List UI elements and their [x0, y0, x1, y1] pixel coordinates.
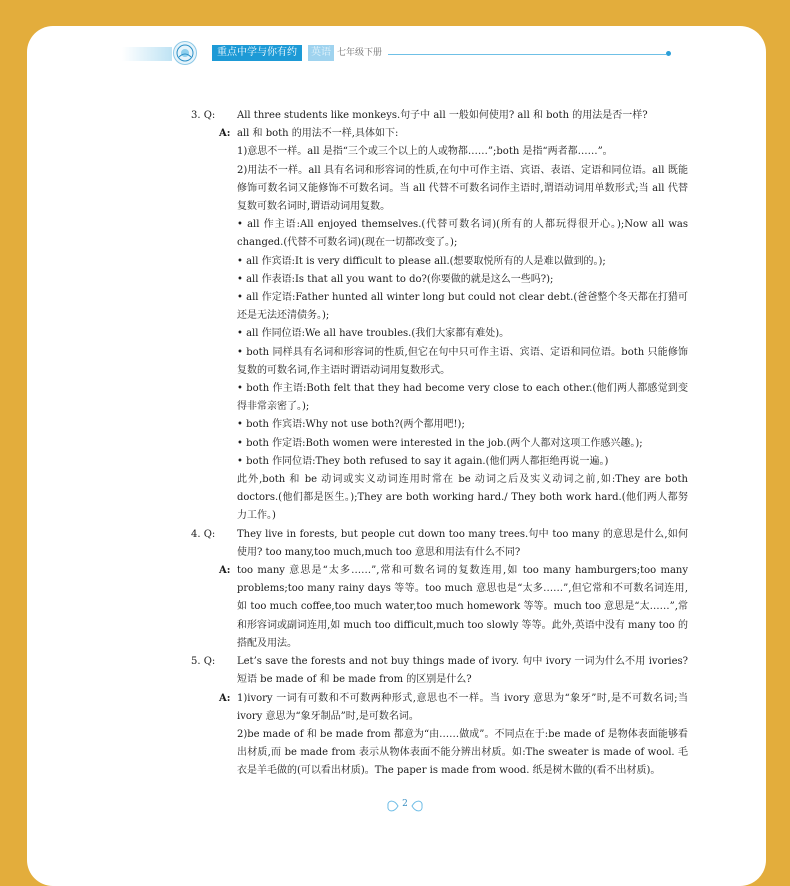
subject-label: 英语: [308, 45, 334, 61]
grade-label: 七年级下册: [337, 48, 383, 58]
answer-tag: A:: [219, 128, 231, 140]
question-number: 4. Q:: [191, 528, 216, 540]
answer-paragraph: 1)意思不一样。all 是指“三个或三个以上的人或物都……”;both 是指“两者都……”。: [237, 146, 613, 158]
answer-paragraph: • all 作同位语:We all have troubles.(我们大家都有难处)。: [237, 328, 510, 340]
answer-paragraph: 2)be made of 和 be made from 都意为“由……做成”。不同点在于:be made of 是物体表面能够看出材质,而 be made from 表示从物体表面不能分辨出材质。如:The sweater is made of wool. 毛衣是羊毛做的(可以看出材质)。The paper is made from wood. 纸是树木做的(看不出材质)。: [237, 728, 688, 777]
answer-text: too many 意思是“太多……”,常和可数名词的复数连用,如 too many hamburgers;too many problems;too many rainy days 等等。too much 意思也是“太多……”,但它常和不可数名词连用,如 too much coffee,too much water,too much homework 等等。much too 意思是“太……”,常和形容词或副词连用,如 much too difficult,much too slowly 等等。此外,英语中没有 many too 的搭配及用法。: [237, 565, 688, 649]
answer-paragraph: 此外,both 和 be 动词或实义动词连用时常在 be 动词之后及实义动词之前,如:They are both doctors.(他们都是医生。);They are both working hard./ They both work hard.(他们两人都努力工作。): [237, 474, 688, 522]
question-text: All three students like monkeys.句子中 all 一般如何使用? all 和 both 的用法是否一样?: [237, 110, 648, 121]
answer-paragraph: • all 作主语:All enjoyed themselves.(代替可数名词)(所有的人都玩得很开心。);Now all was changed.(代替不可数名词)(现在一切都改变了。);: [237, 219, 688, 249]
answer-text: all 和 both 的用法不一样,具体如下:: [237, 128, 399, 140]
header-ribbon: [122, 47, 172, 61]
answer-text: 1)ivory 一词有可数和不可数两种形式,意思也不一样。当 ivory 意思为“象牙”时,是不可数名词;当 ivory 意思为“象牙制品”时,是可数名词。: [237, 692, 688, 722]
answer-paragraph: • both 作同位语:They both refused to say it again.(他们两人都拒绝再说一遍。): [237, 455, 609, 467]
answer-paragraph: • all 作表语:Is that all you want to do?(你要做的就是这么一些吗?);: [237, 273, 554, 285]
page-sheet: [27, 26, 766, 886]
page-footer: [384, 798, 426, 814]
answer-paragraph: • both 作宾语:Why not use both?(两个都用吧!);: [237, 419, 465, 431]
question-number: 3. Q:: [191, 110, 216, 121]
answer-paragraph: • both 作定语:Both women were interested in the job.(两个人都对这项工作感兴趣。);: [237, 437, 643, 449]
school-logo-icon: [173, 41, 197, 65]
question-5: [191, 653, 688, 689]
answer-tag: A:: [219, 692, 231, 704]
header-divider: [388, 54, 666, 55]
answer-paragraph: • all 作定语:Father hunted all winter long but could not clear debt.(爸爸整个冬天都在打猎可还是无法还清债务。);: [237, 292, 688, 322]
answer-paragraph: • both 作主语:Both felt that they had become very close to each other.(他们两人都感觉到变得非常亲密了。);: [237, 383, 688, 413]
qa-content: [191, 107, 688, 781]
question-4: [191, 526, 688, 562]
answer-3: [191, 125, 688, 143]
question-number: 5. Q:: [191, 656, 216, 668]
question-3: [191, 107, 688, 125]
answer-tag: A:: [219, 565, 231, 577]
header-dot: [666, 51, 671, 56]
answer-paragraph: • all 作宾语:It is very difficult to please all.(想要取悦所有的人是难以做到的。);: [237, 255, 606, 267]
answer-paragraph: 2)用法不一样。all 具有名词和形容词的性质,在句中可作主语、宾语、表语、定语和同位语。all 既能修饰可数名词又能修饰不可数名词。当 all 代替不可数名词作主语时,谓语动词用单数形式;当 all 代替复数可数名词时,谓语动词用复数。: [237, 164, 688, 213]
answer-paragraph: • both 同样具有名词和形容词的性质,但它在句中只可作主语、宾语、定语和同位语。both 只能修饰复数的可数名词,作主语时谓语动词用复数形式。: [237, 346, 688, 376]
page-header: [122, 43, 682, 67]
series-title: 重点中学与你有约: [212, 45, 302, 61]
page-number: 2: [402, 799, 408, 809]
answer-5: [191, 690, 688, 726]
question-text: Let’s save the forests and not buy things made of ivory. 句中 ivory 一词为什么不用 ivories? 短语 be made of 和 be made from 的区别是什么?: [237, 656, 688, 686]
answer-4: [191, 562, 688, 653]
school-logo-graphic: [174, 42, 196, 64]
question-text: They live in forests, but people cut down too many trees.句中 too many 的意思是什么,如何使用? too many,too much,much too 意思和用法有什么不同?: [237, 528, 688, 558]
